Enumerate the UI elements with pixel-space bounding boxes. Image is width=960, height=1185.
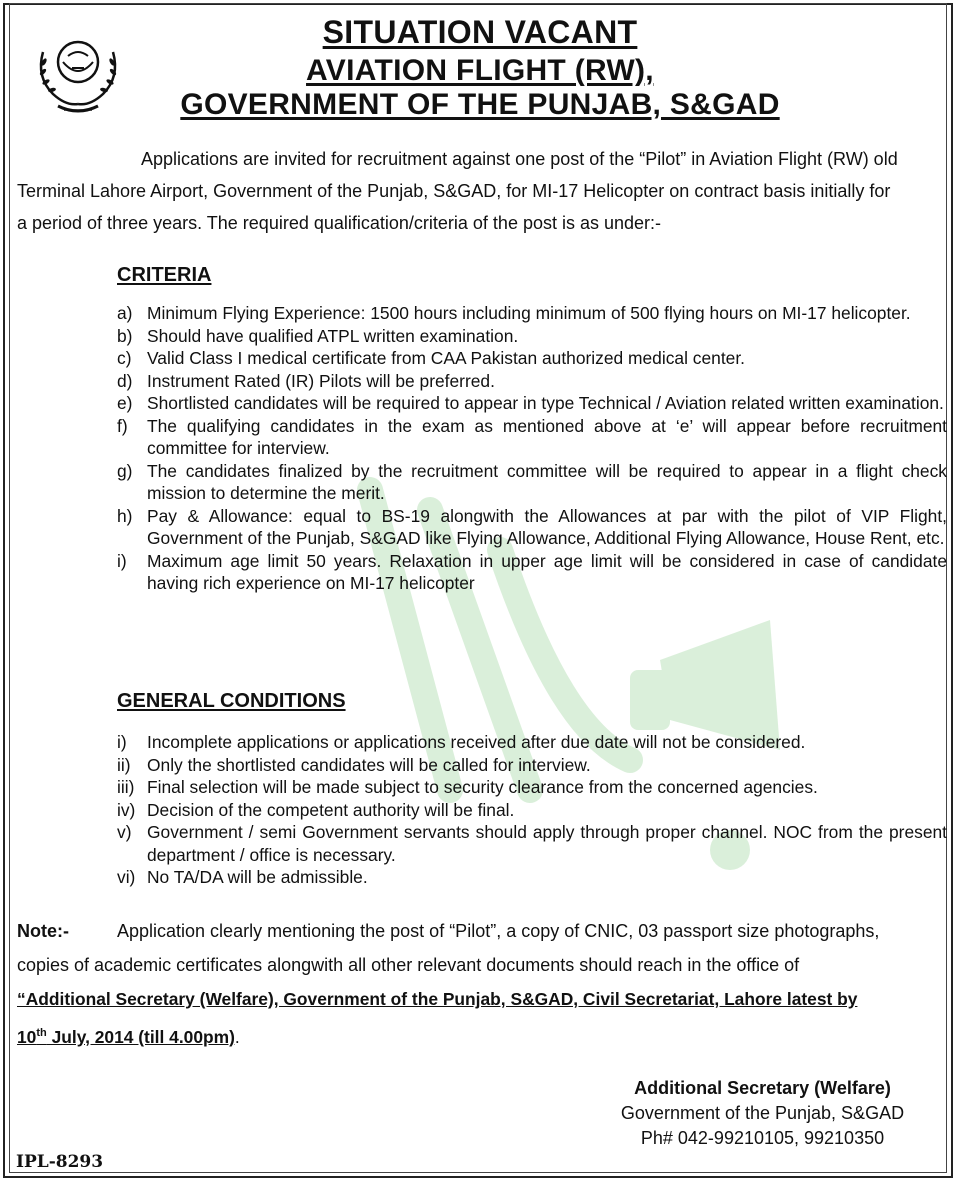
item-text: Pay & Allowance: equal to BS-19 alongwith the Allowances at par with the pilot of VIP Flight, Government of the Punjab, S&GAD like Flying Allowance, Additional Flying Allowance, House Rent, etc. — [147, 505, 947, 548]
item-text: Final selection will be made subject to security clearance from the concerned agencies. — [147, 777, 818, 797]
deadline-rest: July, 2014 (till 4.00pm) — [46, 1026, 235, 1047]
criteria-heading: CRITERIA — [117, 264, 212, 286]
item-marker: i) — [117, 732, 127, 752]
signature-block — [600, 1076, 925, 1151]
item-marker: ii) — [117, 754, 131, 775]
condition-item — [117, 799, 947, 822]
notice-subtitle-department: AVIATION FLIGHT (RW), — [306, 54, 654, 87]
criteria-item — [117, 325, 947, 348]
condition-item — [117, 754, 947, 777]
criteria-item — [117, 550, 947, 595]
intro-line: Applications are invited for recruitment against one post of the “Pilot” in Aviation Flight (RW) old — [141, 149, 898, 169]
condition-item — [117, 866, 947, 889]
condition-item — [117, 731, 947, 754]
item-text: Shortlisted candidates will be required to appear in type Technical / Aviation related written examination. — [147, 393, 944, 413]
item-marker: a) — [117, 303, 133, 323]
general-conditions-list — [117, 731, 947, 889]
general-conditions-heading: GENERAL CONDITIONS — [117, 690, 346, 712]
reference-number: IPL-8293 — [16, 1152, 104, 1172]
note-address: “Additional Secretary (Welfare), Government of the Punjab, S&GAD, Civil Secretariat, Lahore latest by — [17, 989, 858, 1009]
criteria-list — [117, 302, 947, 595]
deadline-date — [17, 1027, 235, 1047]
note-line — [17, 914, 947, 948]
item-text: Should have qualified ATPL written examination. — [147, 325, 519, 346]
item-marker: iv) — [117, 799, 136, 820]
note-deadline — [17, 1016, 947, 1054]
item-text: No TA/DA will be admissible. — [147, 867, 368, 887]
item-text: Valid Class I medical certificate from CAA Pakistan authorized medical center. — [147, 348, 745, 368]
item-text: Minimum Flying Experience: 1500 hours including minimum of 500 flying hours on MI-17 helicopter. — [147, 303, 911, 323]
item-text: Incomplete applications or applications received after due date will not be considered. — [147, 732, 806, 752]
item-text: The qualifying candidates in the exam as mentioned above at ‘e’ will appear before recruitment committee for interview. — [147, 415, 947, 458]
criteria-item — [117, 505, 947, 550]
intro-paragraph — [17, 143, 945, 239]
note-text: Application clearly mentioning the post of “Pilot”, a copy of CNIC, 03 passport size photographs, — [117, 921, 880, 941]
signatory-phone: Ph# 042-99210105, 99210350 — [640, 1128, 885, 1148]
signatory-title: Additional Secretary (Welfare) — [634, 1078, 891, 1098]
criteria-item — [117, 460, 947, 505]
item-text: Instrument Rated (IR) Pilots will be preferred. — [147, 370, 495, 391]
note-section — [17, 914, 947, 1054]
item-marker: b) — [117, 325, 133, 346]
item-marker: f) — [117, 415, 128, 436]
deadline-period: . — [234, 1026, 240, 1047]
condition-item — [117, 776, 947, 799]
criteria-item — [117, 347, 947, 370]
signatory-organization: Government of the Punjab, S&GAD — [620, 1103, 905, 1123]
item-marker: iii) — [117, 777, 135, 797]
item-marker: i) — [117, 550, 127, 571]
note-line: copies of academic certificates alongwith all other relevant documents should reach in the office of — [17, 955, 800, 975]
item-text: The candidates finalized by the recruitment committee will be required to appear in a flight check mission to determine the merit. — [147, 460, 947, 503]
item-text: Decision of the competent authority will be final. — [147, 799, 515, 820]
item-marker: g) — [117, 460, 133, 481]
criteria-item — [117, 370, 947, 393]
deadline-day: 10 — [17, 1026, 37, 1047]
item-marker: h) — [117, 505, 133, 526]
item-marker: v) — [117, 822, 132, 842]
notice-subtitle-government: GOVERNMENT OF THE PUNJAB, S&GAD — [180, 88, 780, 121]
criteria-item — [117, 302, 947, 325]
deadline-day-suffix: th — [36, 1027, 47, 1039]
item-marker: e) — [117, 393, 133, 413]
note-label: Note:- — [17, 921, 69, 941]
item-marker: d) — [117, 370, 133, 391]
intro-line: a period of three years. The required qualification/criteria of the post is as under:- — [17, 213, 662, 233]
criteria-item — [117, 392, 947, 415]
criteria-item — [117, 415, 947, 460]
item-text: Only the shortlisted candidates will be called for interview. — [147, 754, 591, 775]
item-marker: c) — [117, 348, 132, 368]
item-marker: vi) — [117, 867, 136, 887]
item-text: Government / semi Government servants should apply through proper channel. NOC from the present department / office is necessary. — [147, 822, 947, 865]
condition-item — [117, 821, 947, 866]
notice-title: SITUATION VACANT — [322, 14, 638, 50]
intro-line: Terminal Lahore Airport, Government of the Punjab, S&GAD, for MI-17 Helicopter on contract basis initially for — [17, 181, 891, 201]
item-text: Maximum age limit 50 years. Relaxation in upper age limit will be considered in case of candidate having rich experience on MI-17 helicopter — [147, 550, 947, 593]
